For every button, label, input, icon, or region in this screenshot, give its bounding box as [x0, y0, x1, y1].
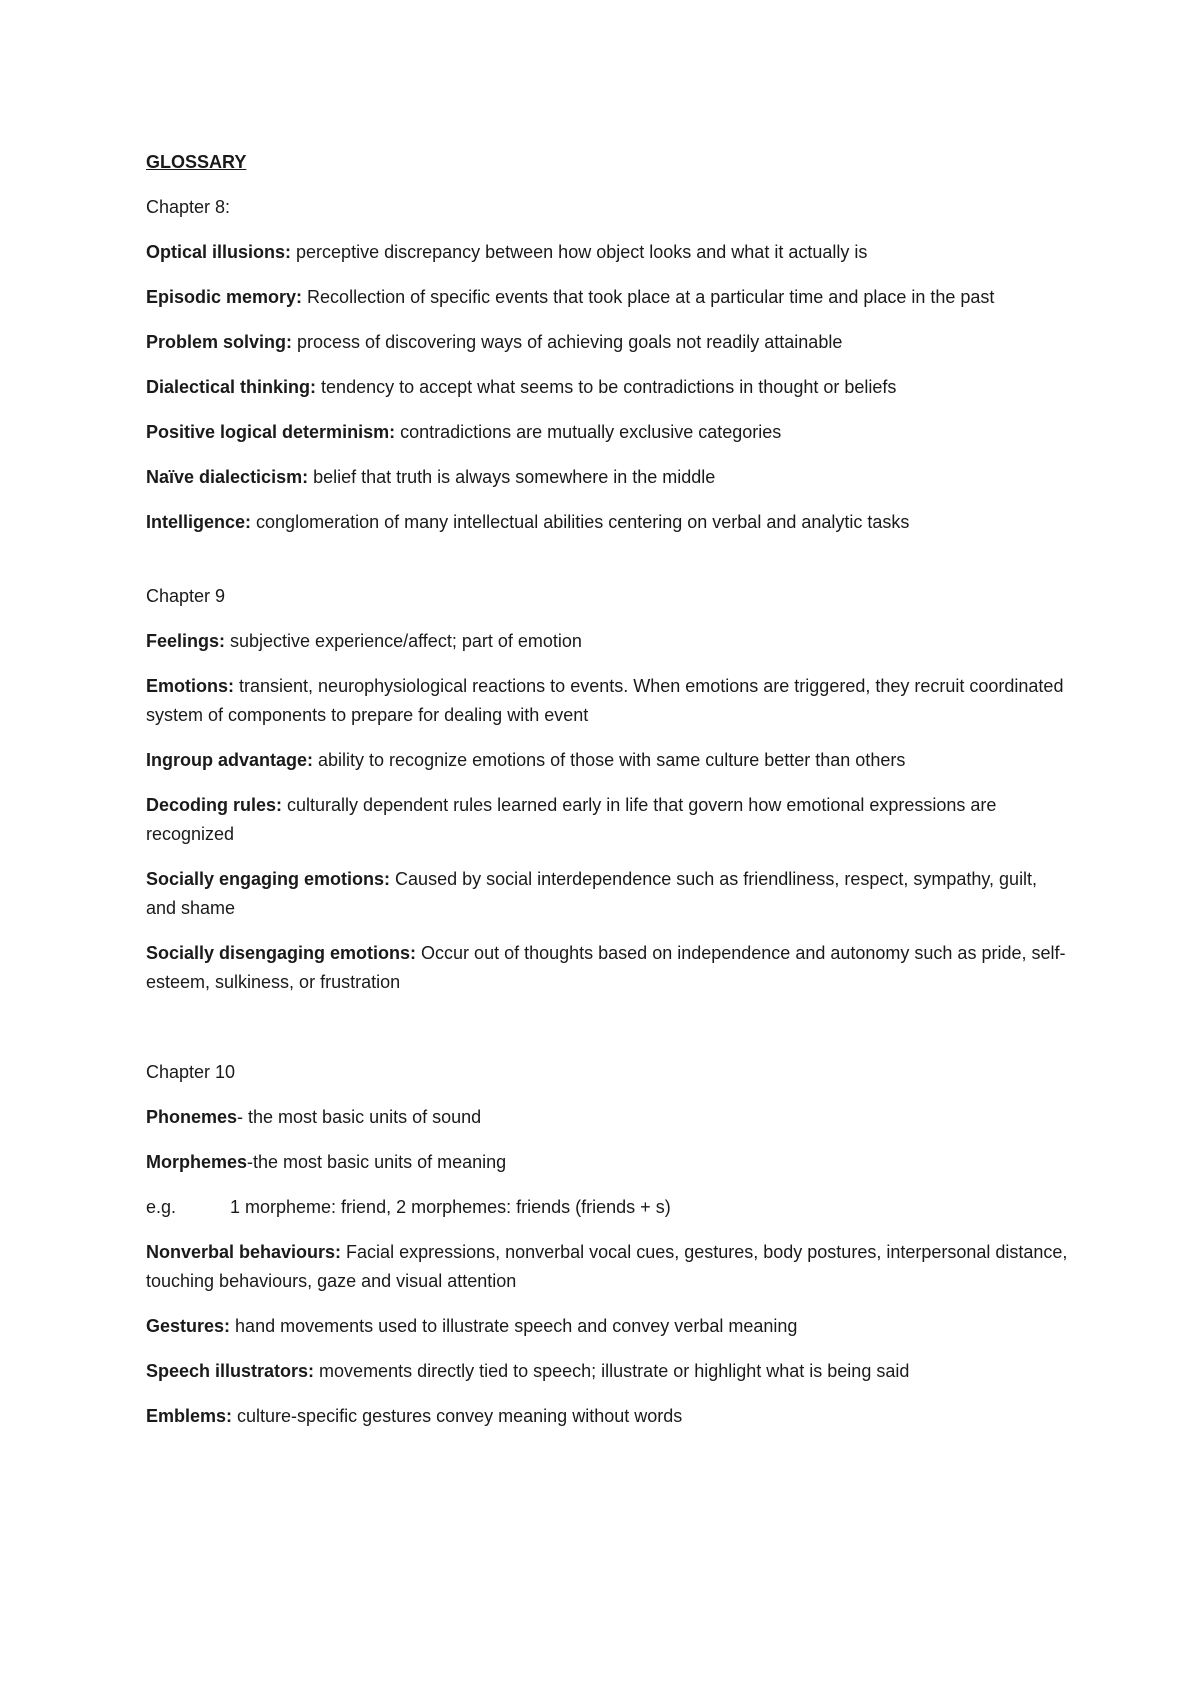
glossary-term: Positive logical determinism: [146, 422, 396, 442]
glossary-entry [146, 1238, 1071, 1296]
glossary-definition: Caused by social interdependence such as friendliness, respect, sympathy, guilt, and shame [146, 869, 1038, 918]
chapter-heading: Chapter 9 [146, 586, 226, 606]
glossary-definition: process of discovering ways of achieving goals not readily attainable [292, 332, 843, 352]
glossary-entry [146, 418, 1071, 447]
example-line [146, 1193, 1071, 1222]
glossary-entry [146, 1148, 1071, 1177]
glossary-term: Speech illustrators: [146, 1361, 315, 1381]
glossary-term: Intelligence: [146, 512, 252, 532]
document-page [146, 148, 1071, 1447]
glossary-entry [146, 672, 1071, 730]
example-text: 1 morpheme: friend, 2 morphemes: friends (friends + s) [230, 1197, 671, 1217]
glossary-definition: belief that truth is always somewhere in the middle [308, 467, 716, 487]
glossary-term: Phonemes [146, 1107, 238, 1127]
glossary-definition: contradictions are mutually exclusive categories [395, 422, 782, 442]
glossary-term: Socially disengaging emotions: [146, 943, 417, 963]
glossary-definition: Recollection of specific events that took place at a particular time and place in the past [302, 287, 995, 307]
glossary-definition: ability to recognize emotions of those with same culture better than others [313, 750, 906, 770]
glossary-entry [146, 238, 1071, 267]
example-label: e.g. [146, 1197, 177, 1217]
glossary-definition: movements directly tied to speech; illustrate or highlight what is being said [314, 1361, 910, 1381]
chapter-heading: Chapter 10 [146, 1062, 236, 1082]
section-spacer [146, 1013, 1071, 1058]
glossary-entry [146, 939, 1071, 997]
glossary-term: Gestures: [146, 1316, 231, 1336]
glossary-term: Naïve dialecticism: [146, 467, 309, 487]
glossary-entry [146, 373, 1071, 402]
glossary-entry [146, 1402, 1071, 1431]
glossary-term: Nonverbal behaviours: [146, 1242, 342, 1262]
glossary-term: Episodic memory: [146, 287, 303, 307]
chapter-heading: Chapter 8: [146, 197, 231, 217]
glossary-entry [146, 283, 1071, 312]
glossary-term: Socially engaging emotions: [146, 869, 391, 889]
glossary-definition: culturally dependent rules learned early in life that govern how emotional expressions are recognized [146, 795, 997, 844]
glossary-definition: -the most basic units of meaning [247, 1152, 507, 1172]
chapter-9-section [146, 582, 1071, 997]
glossary-definition: transient, neurophysiological reactions to events. When emotions are triggered, they recruit coordinated system of components to prepare for dealing with event [146, 676, 1064, 725]
glossary-definition: perceptive discrepancy between how object looks and what it actually is [291, 242, 868, 262]
glossary-term: Dialectical thinking: [146, 377, 317, 397]
glossary-entry [146, 1357, 1071, 1386]
glossary-term: Optical illusions: [146, 242, 292, 262]
glossary-entry [146, 508, 1071, 537]
glossary-term: Problem solving: [146, 332, 293, 352]
glossary-term: Ingroup advantage: [146, 750, 314, 770]
glossary-definition: culture-specific gestures convey meaning without words [232, 1406, 683, 1426]
glossary-definition: subjective experience/affect; part of emotion [225, 631, 582, 651]
glossary-entry [146, 463, 1071, 492]
glossary-entry [146, 328, 1071, 357]
glossary-definition: conglomeration of many intellectual abilities centering on verbal and analytic tasks [251, 512, 910, 532]
glossary-entry [146, 1103, 1071, 1132]
glossary-entry [146, 746, 1071, 775]
glossary-definition: Facial expressions, nonverbal vocal cues, gestures, body postures, interpersonal distance, touching behaviours, gaze and visual attention [146, 1242, 1068, 1291]
glossary-term: Emotions: [146, 676, 234, 696]
glossary-definition: hand movements used to illustrate speech and convey verbal meaning [230, 1316, 798, 1336]
glossary-entry [146, 865, 1071, 923]
glossary-term: Emblems: [146, 1406, 233, 1426]
glossary-term: Morphemes [146, 1152, 248, 1172]
glossary-entry [146, 791, 1071, 849]
document-title: GLOSSARY [146, 152, 247, 172]
glossary-entry [146, 627, 1071, 656]
glossary-definition: tendency to accept what seems to be contradictions in thought or beliefs [316, 377, 897, 397]
chapter-8-section [146, 193, 1071, 537]
section-spacer [146, 553, 1071, 582]
glossary-term: Feelings: [146, 631, 226, 651]
glossary-definition: - the most basic units of sound [237, 1107, 482, 1127]
glossary-term: Decoding rules: [146, 795, 283, 815]
glossary-entry [146, 1312, 1071, 1341]
chapter-10-section [146, 1058, 1071, 1431]
glossary-definition: Occur out of thoughts based on independence and autonomy such as pride, self-esteem, sulkiness, or frustration [146, 943, 1066, 992]
